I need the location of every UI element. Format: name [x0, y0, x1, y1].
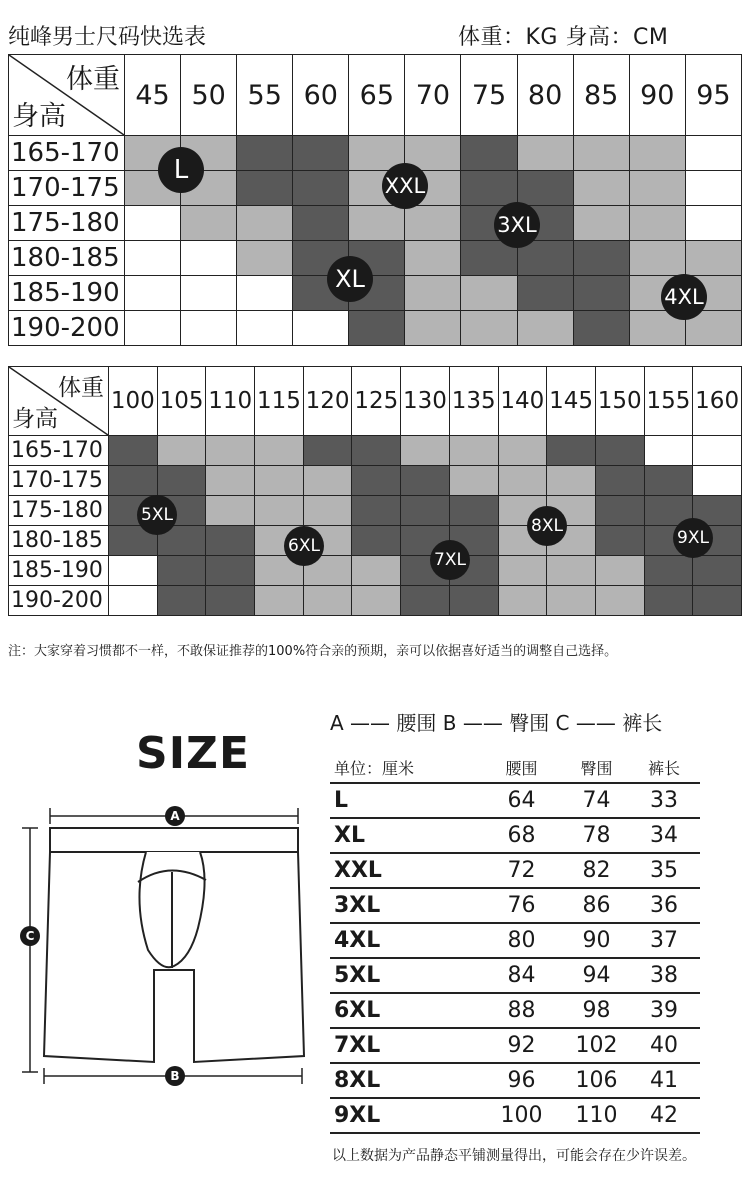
- weight-header: 75: [461, 55, 517, 136]
- grid-cell: [401, 586, 450, 616]
- size-badge: 7XL: [430, 540, 470, 580]
- grid-cell: [237, 171, 293, 206]
- grid-cell: [573, 311, 629, 346]
- grid-cell: [595, 436, 644, 466]
- hip-value: 110: [575, 1103, 618, 1128]
- weight-header: 160: [693, 367, 742, 436]
- grid-row: [9, 526, 742, 556]
- grid-cell: [157, 556, 206, 586]
- grid-cell: [405, 311, 461, 346]
- grid-row: [9, 241, 742, 276]
- grid-cell: [181, 241, 237, 276]
- grid-cell: [449, 586, 498, 616]
- hip-value: 82: [582, 858, 611, 883]
- weight-header: 155: [644, 367, 693, 436]
- corner-cell: [9, 55, 125, 136]
- measurement-row: [330, 819, 700, 854]
- grid-row: [9, 466, 742, 496]
- grid-cell: [629, 171, 685, 206]
- grid-cell: [303, 496, 352, 526]
- grid-cell: [644, 586, 693, 616]
- grid-cell: [629, 206, 685, 241]
- marker-a: A: [165, 806, 185, 826]
- length-value: 34: [650, 823, 678, 848]
- measure-legend: A —— 腰围 B —— 臀围 C —— 裤长: [330, 711, 663, 735]
- measurement-footnote: 以上数据为产品静态平铺测量得出，可能会存在少许误差。: [332, 1148, 696, 1164]
- weight-header: 50: [181, 55, 237, 136]
- hip-value: 98: [582, 998, 611, 1023]
- grid-cell: [125, 241, 181, 276]
- grid-row: [9, 556, 742, 586]
- measurement-row: [330, 924, 700, 959]
- grid-cell: [109, 586, 158, 616]
- grid-cell: [685, 171, 741, 206]
- size-label: XL: [334, 823, 365, 848]
- hip-value: 90: [582, 928, 611, 953]
- grid-cell: [401, 496, 450, 526]
- unit-legend: 体重：KG 身高：CM: [458, 25, 669, 50]
- grid-row: [9, 171, 742, 206]
- length-value: 41: [650, 1068, 678, 1093]
- height-label: 165-170: [9, 436, 109, 466]
- size-label: 7XL: [334, 1033, 381, 1058]
- grid-cell: [693, 466, 742, 496]
- grid-cell: [461, 136, 517, 171]
- grid-cell: [349, 311, 405, 346]
- size-badge: 3XL: [494, 202, 540, 248]
- grid-cell: [293, 311, 349, 346]
- grid-row: [9, 586, 742, 616]
- waistband: [50, 828, 298, 852]
- grid-cell: [573, 276, 629, 311]
- height-label: 190-200: [9, 311, 125, 346]
- chart-title: 纯峰男士尺码快选表: [8, 25, 207, 50]
- shorts-diagram: [14, 800, 314, 1100]
- weight-header: 115: [255, 367, 304, 436]
- measurement-table: [330, 752, 700, 1134]
- weight-header: 110: [206, 367, 255, 436]
- grid-cell: [547, 556, 596, 586]
- grid-row: [9, 436, 742, 466]
- grid-cell: [293, 171, 349, 206]
- weight-header: 105: [157, 367, 206, 436]
- grid-row: [9, 206, 742, 241]
- grid-cell: [401, 466, 450, 496]
- weight-header: 150: [595, 367, 644, 436]
- hip-header: 臀围: [580, 758, 613, 778]
- grid-cell: [498, 466, 547, 496]
- waist-value: 92: [507, 1033, 536, 1058]
- grid-cell: [595, 556, 644, 586]
- grid-cell: [352, 556, 401, 586]
- hip-value: 86: [582, 893, 611, 918]
- length-value: 33: [650, 788, 678, 813]
- weight-header: 130: [401, 367, 450, 436]
- size-label: 8XL: [334, 1068, 381, 1093]
- grid-cell: [685, 241, 741, 276]
- grid-cell: [595, 586, 644, 616]
- grid-cell: [109, 466, 158, 496]
- grid-cell: [405, 206, 461, 241]
- grid-cell: [206, 436, 255, 466]
- corner-cell: [9, 367, 109, 436]
- length-value: 38: [650, 963, 678, 988]
- grid-cell: [547, 436, 596, 466]
- weight-axis-label: 体重: [58, 375, 104, 401]
- grid-cell: [237, 241, 293, 276]
- waist-header: 腰围: [505, 758, 538, 778]
- grid-cell: [498, 436, 547, 466]
- fit-note: 注：大家穿着习惯都不一样，不敢保证推荐的100%符合亲的预期，亲可以依据喜好适当的调整自己选择。: [8, 644, 618, 659]
- height-label: 180-185: [9, 526, 109, 556]
- waist-value: 96: [507, 1068, 536, 1093]
- size-badge: L: [158, 147, 204, 193]
- grid-cell: [125, 206, 181, 241]
- waist-value: 88: [507, 998, 536, 1023]
- grid-cell: [237, 136, 293, 171]
- length-value: 37: [650, 928, 678, 953]
- size-label: 3XL: [334, 893, 381, 918]
- grid-cell: [255, 586, 304, 616]
- waist-value: 68: [507, 823, 536, 848]
- size-badge: 9XL: [673, 518, 713, 558]
- grid-cell: [157, 436, 206, 466]
- grid-cell: [206, 526, 255, 556]
- grid-cell: [498, 556, 547, 586]
- waist-value: 76: [507, 893, 536, 918]
- height-label: 180-185: [9, 241, 125, 276]
- hip-value: 102: [575, 1033, 618, 1058]
- measurement-row: [330, 1099, 700, 1134]
- size-badge: 4XL: [661, 274, 707, 320]
- weight-header: 90: [629, 55, 685, 136]
- weight-header: 65: [349, 55, 405, 136]
- size-badge: XL: [327, 256, 373, 302]
- grid-cell: [181, 311, 237, 346]
- grid-cell: [629, 241, 685, 276]
- height-label: 175-180: [9, 206, 125, 241]
- grid-cell: [352, 526, 401, 556]
- grid-cell: [685, 206, 741, 241]
- measurement-row: [330, 784, 700, 819]
- hip-value: 74: [582, 788, 611, 813]
- weight-header: 140: [498, 367, 547, 436]
- weight-header: 125: [352, 367, 401, 436]
- grid-row: [9, 136, 742, 171]
- grid-cell: [255, 496, 304, 526]
- grid-cell: [303, 586, 352, 616]
- grid-cell: [517, 171, 573, 206]
- size-label: XXL: [334, 858, 382, 883]
- grid-cell: [517, 276, 573, 311]
- marker-c: C: [20, 926, 40, 946]
- length-value: 42: [650, 1103, 678, 1128]
- height-axis-label: 身高: [12, 101, 66, 132]
- height-axis-label: 身高: [12, 406, 58, 432]
- weight-header: 95: [685, 55, 741, 136]
- hip-value: 94: [582, 963, 611, 988]
- length-value: 36: [650, 893, 678, 918]
- weight-header: 120: [303, 367, 352, 436]
- size-badge: 6XL: [284, 526, 324, 566]
- measurement-row: [330, 854, 700, 889]
- length-value: 39: [650, 998, 678, 1023]
- grid-row: [9, 496, 742, 526]
- size-badge: 5XL: [137, 495, 177, 535]
- grid-cell: [449, 496, 498, 526]
- grid-cell: [157, 466, 206, 496]
- size-heading: SIZE: [136, 728, 251, 779]
- weight-header: 60: [293, 55, 349, 136]
- weight-header: 145: [547, 367, 596, 436]
- measurement-row: [330, 959, 700, 994]
- grid-cell: [181, 206, 237, 241]
- grid-cell: [237, 311, 293, 346]
- measurement-header: [330, 752, 700, 784]
- grid-cell: [547, 586, 596, 616]
- grid-cell: [573, 136, 629, 171]
- grid-cell: [206, 556, 255, 586]
- waist-value: 64: [507, 788, 536, 813]
- grid-cell: [293, 206, 349, 241]
- height-label: 175-180: [9, 496, 109, 526]
- grid-cell: [303, 466, 352, 496]
- grid-cell: [693, 436, 742, 466]
- grid-cell: [125, 311, 181, 346]
- weight-header: 80: [517, 55, 573, 136]
- grid-cell: [255, 436, 304, 466]
- grid-cell: [405, 276, 461, 311]
- grid-cell: [449, 436, 498, 466]
- height-label: 185-190: [9, 276, 125, 311]
- size-grid-light: [8, 54, 742, 346]
- grid-cell: [125, 276, 181, 311]
- grid-cell: [573, 206, 629, 241]
- grid-cell: [405, 241, 461, 276]
- grid-row: [9, 311, 742, 346]
- grid-cell: [206, 496, 255, 526]
- size-label: L: [334, 788, 349, 813]
- length-header: 裤长: [647, 758, 680, 778]
- grid-cell: [644, 556, 693, 586]
- weight-axis-label: 体重: [66, 64, 120, 95]
- grid-cell: [109, 436, 158, 466]
- height-label: 170-175: [9, 466, 109, 496]
- grid-cell: [644, 436, 693, 466]
- grid-cell: [644, 466, 693, 496]
- grid-cell: [547, 466, 596, 496]
- waist-value: 100: [500, 1103, 543, 1128]
- grid-cell: [157, 586, 206, 616]
- marker-b: B: [165, 1066, 185, 1086]
- hip-value: 106: [575, 1068, 618, 1093]
- grid-cell: [401, 436, 450, 466]
- grid-cell: [303, 436, 352, 466]
- grid-cell: [693, 586, 742, 616]
- weight-header: 135: [449, 367, 498, 436]
- grid-cell: [109, 556, 158, 586]
- unit-header: 单位：厘米: [334, 758, 415, 778]
- weight-header: 55: [237, 55, 293, 136]
- size-badge: XXL: [382, 163, 428, 209]
- grid-cell: [461, 171, 517, 206]
- grid-row: [9, 276, 742, 311]
- grid-cell: [352, 466, 401, 496]
- grid-cell: [255, 466, 304, 496]
- grid-cell: [498, 586, 547, 616]
- grid-cell: [517, 136, 573, 171]
- size-badge: 8XL: [527, 506, 567, 546]
- measurement-row: [330, 1064, 700, 1099]
- size-grid-heavy: [8, 366, 742, 616]
- grid-cell: [573, 241, 629, 276]
- weight-header: 85: [573, 55, 629, 136]
- grid-cell: [629, 136, 685, 171]
- grid-cell: [449, 466, 498, 496]
- grid-cell: [595, 526, 644, 556]
- grid-cell: [181, 276, 237, 311]
- length-value: 35: [650, 858, 678, 883]
- weight-header: 70: [405, 55, 461, 136]
- grid-cell: [349, 206, 405, 241]
- grid-cell: [293, 136, 349, 171]
- waist-value: 72: [507, 858, 536, 883]
- length-value: 40: [650, 1033, 678, 1058]
- measurement-row: [330, 1029, 700, 1064]
- grid-cell: [517, 311, 573, 346]
- grid-cell: [352, 496, 401, 526]
- size-label: 9XL: [334, 1103, 381, 1128]
- waist-value: 80: [507, 928, 536, 953]
- size-label: 4XL: [334, 928, 381, 953]
- height-label: 170-175: [9, 171, 125, 206]
- size-label: 6XL: [334, 998, 381, 1023]
- grid-cell: [352, 586, 401, 616]
- grid-cell: [237, 276, 293, 311]
- grid-cell: [595, 496, 644, 526]
- weight-header: 45: [125, 55, 181, 136]
- height-label: 165-170: [9, 136, 125, 171]
- grid-cell: [461, 276, 517, 311]
- weight-header: 100: [109, 367, 158, 436]
- grid-cell: [461, 311, 517, 346]
- grid-cell: [237, 206, 293, 241]
- hip-value: 78: [582, 823, 611, 848]
- grid-cell: [573, 171, 629, 206]
- measurement-row: [330, 889, 700, 924]
- height-label: 185-190: [9, 556, 109, 586]
- height-label: 190-200: [9, 586, 109, 616]
- measurement-row: [330, 994, 700, 1029]
- grid-cell: [206, 466, 255, 496]
- grid-cell: [595, 466, 644, 496]
- grid-cell: [206, 586, 255, 616]
- grid-cell: [693, 556, 742, 586]
- grid-cell: [685, 136, 741, 171]
- waist-value: 84: [507, 963, 536, 988]
- grid-cell: [352, 436, 401, 466]
- size-label: 5XL: [334, 963, 381, 988]
